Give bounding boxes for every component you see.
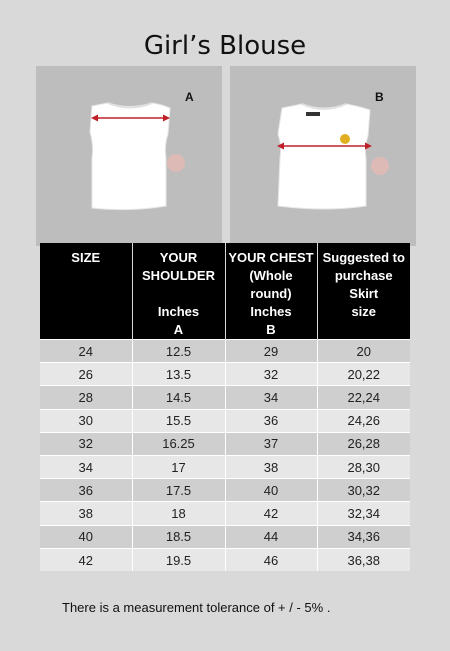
table-cell: 32,34 bbox=[317, 502, 410, 525]
blouse-illustration bbox=[36, 66, 222, 246]
table-cell: 32 bbox=[40, 432, 132, 455]
tolerance-note: There is a measurement tolerance of + / - 5% . bbox=[62, 600, 331, 615]
header-line: purchase bbox=[334, 268, 393, 283]
page-title: Girl’s Blouse bbox=[143, 31, 307, 61]
table-row bbox=[40, 386, 410, 409]
header-line: Inches bbox=[157, 304, 200, 319]
table-row bbox=[40, 363, 410, 386]
table-cell: 20 bbox=[317, 340, 410, 363]
table-cell: 17 bbox=[132, 455, 225, 478]
table-cell: 19.5 bbox=[132, 548, 225, 571]
table-cell: 40 bbox=[225, 479, 317, 502]
table-cell: 42 bbox=[225, 502, 317, 525]
table-cell: 29 bbox=[225, 340, 317, 363]
photo-label-a: A bbox=[185, 90, 194, 104]
header-shoulder bbox=[132, 243, 225, 340]
table-cell: 46 bbox=[225, 548, 317, 571]
table-cell: 26 bbox=[40, 363, 132, 386]
table-cell: 17.5 bbox=[132, 479, 225, 502]
table-row bbox=[40, 502, 410, 525]
table-cell: 18 bbox=[132, 502, 225, 525]
header-spacer bbox=[133, 285, 225, 303]
table-cell: 42 bbox=[40, 548, 132, 571]
table-row bbox=[40, 455, 410, 478]
table-cell: 36,38 bbox=[317, 548, 410, 571]
table-cell: 36 bbox=[40, 479, 132, 502]
table-cell: 28,30 bbox=[317, 455, 410, 478]
table-row bbox=[40, 409, 410, 432]
table-cell: 34 bbox=[40, 455, 132, 478]
table-cell: 30 bbox=[40, 409, 132, 432]
table-cell: 24,26 bbox=[317, 409, 410, 432]
header-line: size bbox=[351, 304, 377, 319]
table-cell: 13.5 bbox=[132, 363, 225, 386]
header-line: B bbox=[266, 322, 276, 337]
header-line: (Whole bbox=[249, 268, 293, 283]
table-cell: 22,24 bbox=[317, 386, 410, 409]
photo-label-b: B bbox=[375, 90, 384, 104]
table-cell: 20,22 bbox=[317, 363, 410, 386]
table-row bbox=[40, 340, 410, 363]
header-skirt-size bbox=[317, 243, 410, 340]
header-line: YOUR CHEST bbox=[228, 250, 314, 265]
table-cell: 28 bbox=[40, 386, 132, 409]
table-cell: 18.5 bbox=[132, 525, 225, 548]
badge-icon bbox=[340, 134, 350, 144]
header-line: Skirt bbox=[349, 286, 379, 301]
header-line: Inches bbox=[250, 304, 292, 319]
table-cell: 34 bbox=[225, 386, 317, 409]
table-cell: 36 bbox=[225, 409, 317, 432]
table-cell: 16.25 bbox=[132, 432, 225, 455]
table-row bbox=[40, 479, 410, 502]
table-cell: 26,28 bbox=[317, 432, 410, 455]
table-row bbox=[40, 525, 410, 548]
header-line: YOUR bbox=[159, 250, 198, 265]
table-cell: 37 bbox=[225, 432, 317, 455]
blouse-photo-chest bbox=[230, 66, 416, 246]
table-cell: 24 bbox=[40, 340, 132, 363]
header-line: Suggested to bbox=[322, 250, 405, 265]
table-cell: 30,32 bbox=[317, 479, 410, 502]
table-cell: 38 bbox=[225, 455, 317, 478]
size-chart-table bbox=[40, 243, 410, 571]
header-line: SHOULDER bbox=[142, 268, 215, 283]
table-row bbox=[40, 548, 410, 571]
table-cell: 14.5 bbox=[132, 386, 225, 409]
table-cell: 38 bbox=[40, 502, 132, 525]
table-cell: 32 bbox=[225, 363, 317, 386]
blouse-photo-shoulder bbox=[36, 66, 222, 246]
header-line: round) bbox=[250, 286, 292, 301]
header-chest bbox=[225, 243, 317, 340]
header-line: SIZE bbox=[71, 250, 101, 265]
table-cell: 15.5 bbox=[132, 409, 225, 432]
blouse-illustration bbox=[230, 66, 416, 246]
table-cell: 44 bbox=[225, 525, 317, 548]
table-cell: 34,36 bbox=[317, 525, 410, 548]
table-cell: 12.5 bbox=[132, 340, 225, 363]
header-size bbox=[40, 243, 132, 340]
header-line: A bbox=[173, 322, 184, 337]
table-row bbox=[40, 432, 410, 455]
table-cell: 40 bbox=[40, 525, 132, 548]
table-header-row bbox=[40, 243, 410, 340]
